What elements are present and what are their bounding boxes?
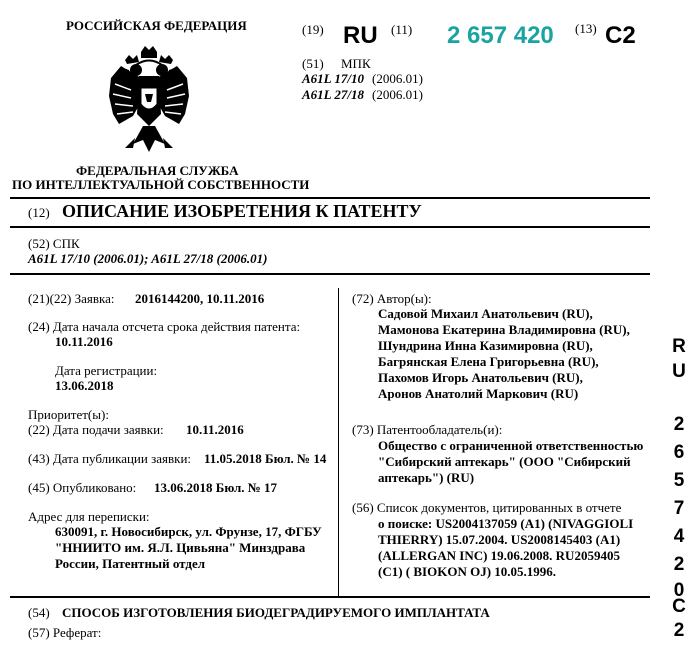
term-start-label: (24) Дата начала отсчета срока действия патента: xyxy=(28,319,301,334)
term-start-value: 10.11.2016 xyxy=(55,334,113,349)
author-name: Багрянская Елена Григорьевна (RU), xyxy=(378,354,599,369)
divider xyxy=(10,273,650,275)
registration-value: 13.06.2018 xyxy=(55,378,114,393)
divider xyxy=(10,197,650,199)
author-name: Мамонова Екатерина Владимировна (RU), xyxy=(378,322,630,337)
owner-label: (73) Патентообладатель(и): xyxy=(352,422,503,437)
application-value: 2016144200, 10.11.2016 xyxy=(135,291,265,306)
divider xyxy=(10,596,650,598)
side-number-char: 4 xyxy=(673,526,685,547)
published-label: (45) Опубликовано: xyxy=(28,480,137,495)
owner-line: Общество с ограниченной ответственностью xyxy=(378,438,644,453)
coat-of-arms-emblem-icon xyxy=(103,44,195,162)
references-line: (C1) ( BIOKON OJ) 10.05.1996. xyxy=(378,564,557,579)
side-number-char: 0 xyxy=(673,580,685,601)
inid-code-13: (13) xyxy=(575,21,597,36)
patent-number: 2 657 420 xyxy=(447,22,554,49)
country-code: RU xyxy=(343,22,378,49)
side-number-char: 6 xyxy=(673,442,685,463)
address-line: "ННИИТО им. Я.Л. Цивьяна" Минздрава xyxy=(55,540,306,555)
divider xyxy=(10,226,650,228)
country-name: РОССИЙСКАЯ ФЕДЕРАЦИЯ xyxy=(66,18,247,33)
agency-name-line2: ПО ИНТЕЛЛЕКТУАЛЬНОЙ СОБСТВЕННОСТИ xyxy=(12,177,310,192)
references-line: о поиске: US2004137059 (A1) (NIVAGGIOLI xyxy=(378,516,634,531)
references-label: (56) Список документов, цитированных в отчете xyxy=(352,500,622,515)
inid-code-54: (54) xyxy=(28,605,50,620)
owner-line: аптекарь") (RU) xyxy=(378,470,475,485)
published-value: 13.06.2018 Бюл. № 17 xyxy=(154,480,278,495)
author-name: Садовой Михаил Анатольевич (RU), xyxy=(378,306,593,321)
owner-line: "Сибирский аптекарь" (ООО "Сибирский xyxy=(378,454,631,469)
abstract-label: (57) Реферат: xyxy=(28,625,102,640)
side-number-char: 2 xyxy=(673,414,685,435)
author-name: Пахомов Игорь Анатольевич (RU), xyxy=(378,370,583,385)
publication-value: 11.05.2018 Бюл. № 14 xyxy=(204,451,327,466)
side-number-char: 7 xyxy=(673,498,685,519)
inid-code-11: (11) xyxy=(391,22,413,37)
agency-name-line1: ФЕДЕРАЛЬНАЯ СЛУЖБА xyxy=(76,163,239,178)
inid-code-51: (51) xyxy=(302,56,324,71)
column-divider xyxy=(338,288,339,598)
side-kind-char: 2 xyxy=(673,620,685,641)
side-kind-char: C xyxy=(672,596,686,617)
author-name: Аронов Анатолий Маркович (RU) xyxy=(378,386,579,401)
inid-code-19: (19) xyxy=(302,22,324,37)
publication-label: (43) Дата публикации заявки: xyxy=(28,451,192,466)
priority-label: Приоритет(ы): xyxy=(28,407,109,422)
document-title: ОПИСАНИЕ ИЗОБРЕТЕНИЯ К ПАТЕНТУ xyxy=(62,201,422,221)
side-number-char: R xyxy=(672,336,686,357)
filing-date-label: (22) Дата подачи заявки: xyxy=(28,422,164,437)
spk-label: (52) СПК xyxy=(28,236,80,251)
address-line: 630091, г. Новосибирск, ул. Фрунзе, 17, ФГБУ xyxy=(55,524,322,539)
ipc-label: МПК xyxy=(341,56,371,71)
ipc-class: A61L 17/10 xyxy=(302,71,364,86)
side-number-char: 2 xyxy=(673,554,685,575)
ipc-version: (2006.01) xyxy=(372,71,423,86)
invention-title: СПОСОБ ИЗГОТОВЛЕНИЯ БИОДЕГРАДИРУЕМОГО ИМПЛАНТАТА xyxy=(62,605,490,620)
author-name: Шундрина Инна Казимировна (RU), xyxy=(378,338,593,353)
inid-code-12: (12) xyxy=(28,205,50,220)
kind-code: C2 xyxy=(605,22,636,49)
address-line: России, Патентный отдел xyxy=(55,556,206,571)
side-number-char: 5 xyxy=(673,470,685,491)
spk-value: A61L 17/10 (2006.01); A61L 27/18 (2006.01) xyxy=(28,251,268,266)
registration-label: Дата регистрации: xyxy=(55,363,158,378)
side-number-char: U xyxy=(672,361,686,382)
authors-label: (72) Автор(ы): xyxy=(352,291,432,306)
ipc-version: (2006.01) xyxy=(372,87,423,102)
application-label: (21)(22) Заявка: xyxy=(28,291,115,306)
references-line: (ALLERGAN INC) 19.06.2008. RU2059405 xyxy=(378,548,620,563)
address-label: Адрес для переписки: xyxy=(28,509,150,524)
references-line: THIERRY) 15.07.2004. US2008145403 (A1) xyxy=(378,532,621,547)
filing-date-value: 10.11.2016 xyxy=(186,422,244,437)
ipc-class: A61L 27/18 xyxy=(302,87,364,102)
